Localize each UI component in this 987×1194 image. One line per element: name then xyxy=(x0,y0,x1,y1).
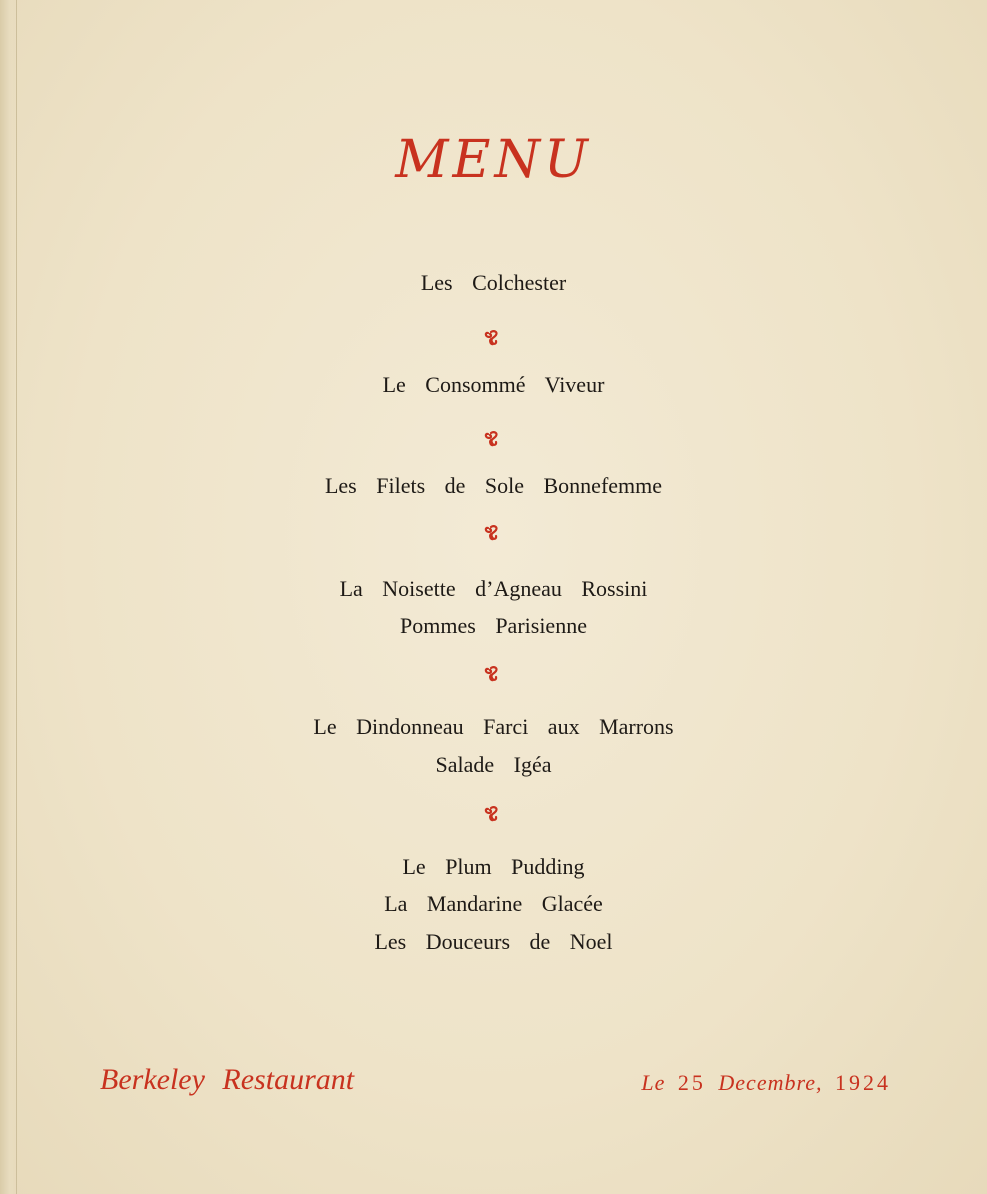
fleuron-icon xyxy=(482,805,502,825)
restaurant-name: Berkeley Restaurant xyxy=(100,1063,355,1096)
date-day: 25 xyxy=(677,1070,706,1095)
course-line: La Noisette d’Agneau Rossini xyxy=(339,576,648,601)
fleuron-icon xyxy=(482,329,502,349)
fleuron-icon xyxy=(482,665,502,685)
course-line: Le Consommé Viveur xyxy=(382,372,605,397)
course-line: Le Dindonneau Farci aux Marrons xyxy=(313,714,674,739)
fleuron-icon xyxy=(482,430,502,450)
date-prefix: Le xyxy=(641,1070,666,1095)
course-line: Les Colchester xyxy=(420,270,567,295)
course-line: Les Filets de Sole Bonnefemme xyxy=(324,473,663,498)
date-month: Decembre, xyxy=(718,1070,823,1095)
course-line: Les Douceurs de Noel xyxy=(374,929,613,954)
menu-date xyxy=(641,1066,891,1100)
course-line: Salade Igéa xyxy=(435,752,552,777)
menu-title: MENU xyxy=(395,130,592,190)
fleuron-icon xyxy=(482,524,502,544)
course-line: Le Plum Pudding xyxy=(402,854,585,879)
course-line: Pommes Parisienne xyxy=(400,613,587,638)
course-line: La Mandarine Glacée xyxy=(384,891,603,916)
date-year: 1924 xyxy=(835,1070,891,1095)
